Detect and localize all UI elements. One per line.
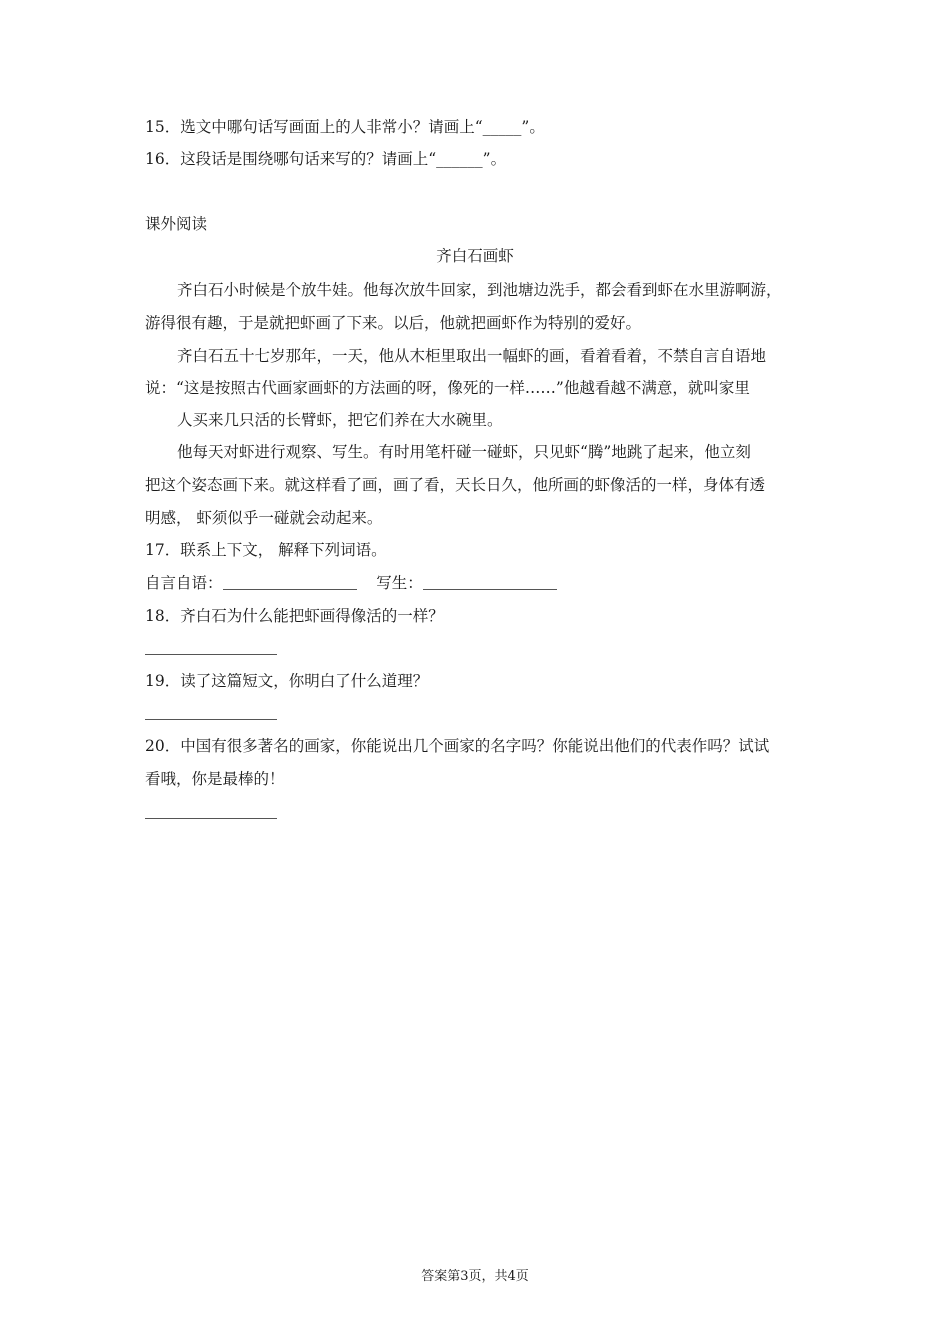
answer-line[interactable] <box>145 818 277 819</box>
passage-line: 明感， 虾须似乎一碰就会动起来。 <box>145 509 383 527</box>
question-20-cont: 看哦，你是最棒的！ <box>145 770 285 788</box>
passage-line: 游得很有趣，于是就把虾画了下来。以后，他就把画虾作为特别的爱好。 <box>145 314 642 332</box>
page-footer: 答案第3页，共4页 <box>421 1269 529 1284</box>
section-title: 课外阅读 <box>145 215 208 233</box>
answer-blank[interactable] <box>223 575 357 590</box>
question-18: 18．齐白石为什么能把虾画得像活的一样？ <box>145 607 444 625</box>
question-16: 16．这段话是围绕哪句话来写的？请画上“______”。 <box>145 150 507 168</box>
question-15: 15．选文中哪句话写画面上的人非常小？请画上“_____”。 <box>145 118 545 136</box>
passage-line: 齐白石小时候是个放牛娃。他每次放牛回家，到池塘边洗手，都会看到虾在水里游啊游， <box>177 281 782 299</box>
passage-line: 人买来几只活的长臂虾，把它们养在大水碗里。 <box>177 411 503 429</box>
question-17-terms <box>145 573 557 593</box>
answer-line[interactable] <box>145 719 277 720</box>
passage-line: 说：“这是按照古代画家画虾的方法画的呀，像死的一样……”他越看越不满意，就叫家里 <box>145 379 750 397</box>
passage-line: 他每天对虾进行观察、写生。有时用笔杆碰一碰虾，只见虾“腾”地跳了起来，他立刻 <box>177 443 751 461</box>
passage-title: 齐白石画虾 <box>436 247 514 265</box>
question-17: 17．联系上下文， 解释下列词语。 <box>145 541 387 559</box>
question-20: 20．中国有很多著名的画家，你能说出几个画家的名字吗？你能说出他们的代表作吗？试试 <box>145 737 770 755</box>
passage-line: 齐白石五十七岁那年，一天，他从木柜里取出一幅虾的画，看着看着，不禁自言自语地 <box>177 347 767 365</box>
answer-line[interactable] <box>145 654 277 655</box>
question-19: 19．读了这篇短文，你明白了什么道理？ <box>145 672 429 690</box>
term-label: 写生： <box>376 574 423 592</box>
passage-line: 把这个姿态画下来。就这样看了画，画了看，天长日久，他所画的虾像活的一样，身体有透 <box>145 476 766 494</box>
answer-blank[interactable] <box>423 575 557 590</box>
term-label: 自言自语： <box>145 574 223 592</box>
